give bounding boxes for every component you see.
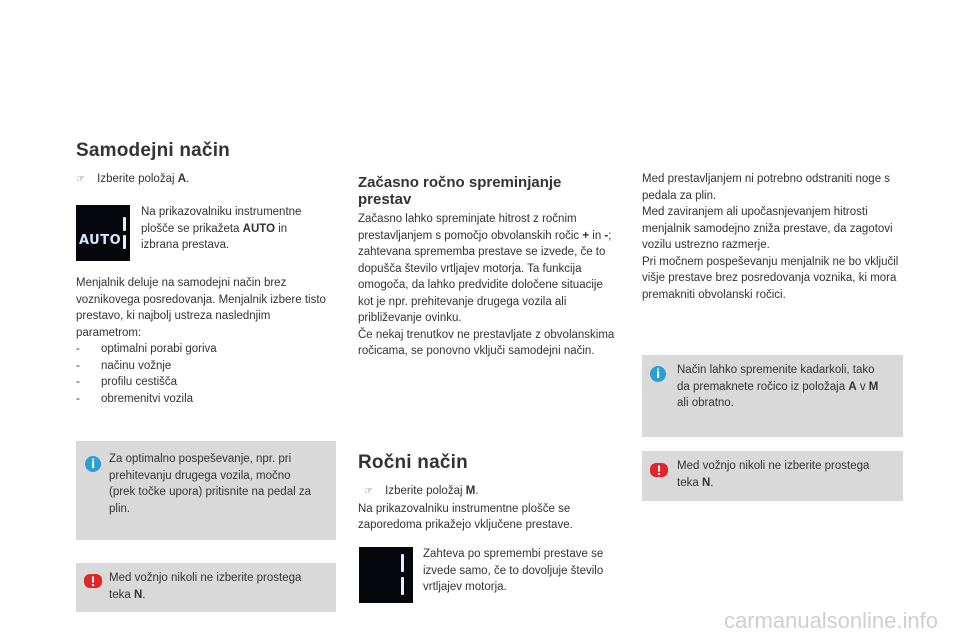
auto-label: AUTO	[79, 233, 122, 248]
right-paragraphs: Med prestavljanjem ni potrebno odstraniti noge s pedala za plin. Med zaviranjem ali upočasnjevanjem hitrosti menjalnik samodejno zniža prestave, da zagotovi vozilu ustrezno razmerje. Pri močnem pospeševanju menjalnik ne bo vključil višje prestave brez posredovanja voznika, ki mora premakniti obvolanski ročici.	[642, 173, 899, 301]
info-text: Za optimalno pospeševanje, npr. pri prehitevanju drugega vozila, močno (prek točke upora) pritisnite na pedal za plin.	[109, 453, 311, 515]
section-title-manual: Ročni način	[358, 452, 468, 473]
list-item: - načinu vožnje	[76, 358, 326, 375]
manual-note: Zahteva po spremembi prestave se izvede samo, če to dovoljuje število vrtljajev motorja.	[423, 548, 604, 593]
section-title-automatic: Samodejni način	[76, 140, 230, 161]
instrument-display-manual	[359, 547, 413, 603]
step-select-a: ☞ Izberite položaj A.	[76, 173, 190, 185]
warning-box-neutral-right	[642, 451, 903, 501]
warning-text: Med vožnjo nikoli ne izberite prostega teka N.	[677, 460, 870, 489]
warning-icon	[84, 573, 102, 589]
pointer-icon: ☞	[76, 174, 85, 185]
info-box-mode-change	[642, 355, 903, 437]
warning-box-neutral-left	[76, 563, 336, 612]
automatic-paragraph: Menjalnik deluje na samodejni način brez voznikovega posredovanja. Menjalnik izbere tisto prestavo, ki najbolj ustreza naslednjim parametrom: - optimalni porabi goriva - načinu vožnje - profilu cestišča - obremenitvi vozila	[76, 275, 326, 407]
gear-segment-icon	[401, 577, 404, 595]
list-item: - obremenitvi vozila	[76, 391, 326, 408]
manual-step: ☞ Izberite položaj M. Na prikazovalniku instrumentne plošče se zaporedoma prikažejo vključene prestave.	[358, 485, 573, 531]
info-icon: i	[85, 456, 101, 472]
temporary-manual-paragraph: Začasno lahko spreminjate hitrost z ročnim prestavljanjem s pomočjo obvolanskih ročic + in -; zahtevana sprememba prestave se izvede, če to dopušča število vrtljajev motorja. Ta funkcija omogoča, da lahko predvidite določene situacije kot je npr. prehitevanje drugega vozila ali približevanje ovinku. Če nekaj trenutkov ne prestavljate z obvolanskima ročicama, se ponovno vključi samodejni način.	[358, 213, 615, 357]
info-icon: i	[650, 366, 666, 382]
auto-display-description: Na prikazovalniku instrumentne plošče se prikažeta AUTO in izbrana prestava.	[141, 206, 302, 251]
info-text: Način lahko spremenite kadarkoli, tako da premaknete ročico iz položaja A v M ali obratno.	[677, 364, 879, 409]
warning-text: Med vožnjo nikoli ne izberite prostega teka N.	[109, 572, 302, 601]
gear-segment-icon	[123, 217, 126, 231]
warning-icon	[650, 462, 668, 478]
info-box-acceleration	[76, 441, 336, 540]
instrument-display-auto	[76, 205, 130, 261]
gear-segment-icon	[401, 554, 404, 572]
gear-segment-icon	[123, 235, 126, 249]
list-item: - profilu cestišča	[76, 374, 326, 391]
section-title-temporary-manual: Začasno ročno spreminjanje prestav	[358, 174, 562, 208]
pointer-icon: ☞	[364, 486, 373, 497]
parameter-list	[76, 341, 326, 407]
watermark: carmanualsonline.info	[723, 608, 938, 633]
list-item: - optimalni porabi goriva	[76, 341, 326, 358]
